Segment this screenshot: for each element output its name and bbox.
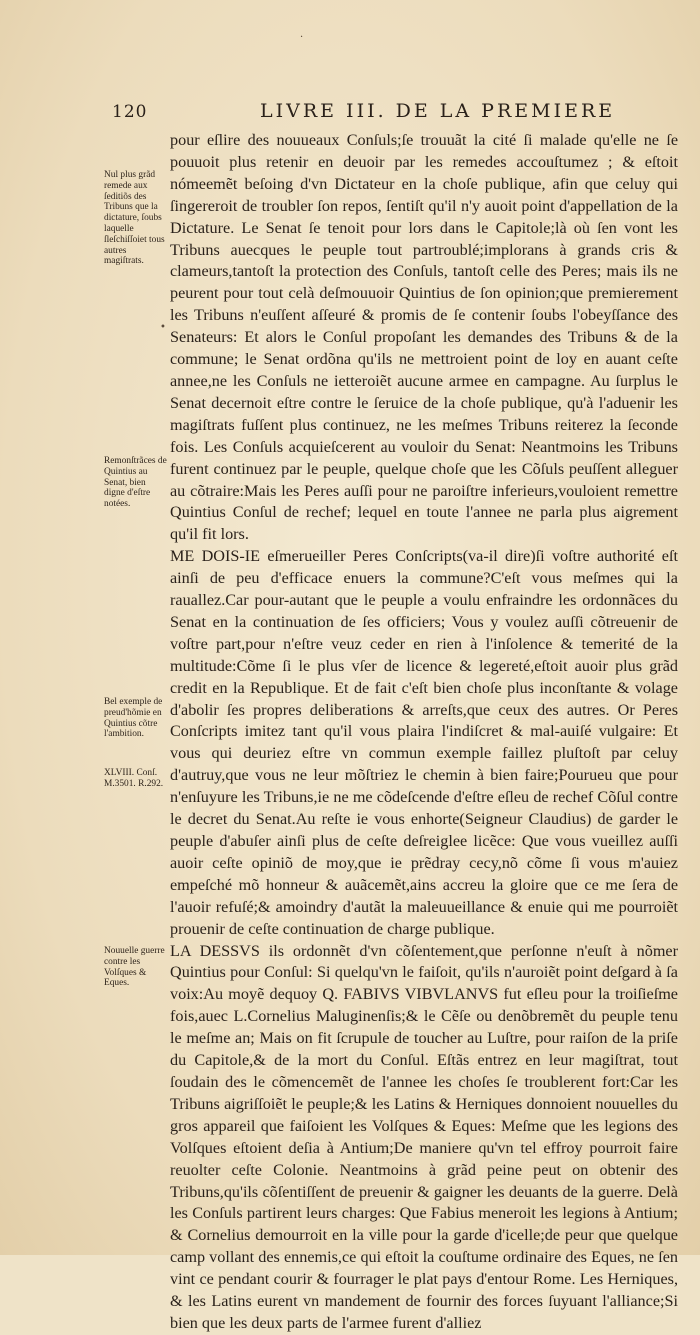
ink-fleck: • (160, 322, 166, 333)
paragraph-senate-decree: pour eſlire des nouueaux Conſuls;ſe trouuãt la cité ſi malade qu'elle ne ſe pouuoit plus retenir en deuoir par les remedes accouſtumez ; & eſtoit nómeemẽt beſoing d'vn Dictateur en la choſe publique, afin que celuy qui ſingereroit de troubler ſon repos, ſentiſt qu'il n'y auoit point d'appellation de la Dictature. Le Senat ſe tenoit pour lors dans le Capitole;là où ſen vont les Tribuns auecques le peuple tout partroublé;implorans à grands cris & clameurs,tantoſt la protection des Conſuls, tantoſt celle des Peres; mais ils ne peurent pour tout celà deſmouuoir Quintius de ſon opinion;que premierement les Tribuns n'euſſent aſſeuré & promis de ſe contenir ſoubs l'obeyſſance des Senateurs: Et alors le Conſul propoſant les demandes des Tribuns & de la commune; le Senat ordõna qu'ils ne mettroient point de loy en auant ceſte annee,ne les Conſuls ne ietteroiẽt aucune armee en campagne. Au ſurplus le Senat decernoit eſtre contre le ſeruice de la choſe publique, qu'à l'aduenir les magiſtrats fuſſent plus continuez, ne les meſmes Tribuns reiterez la ſeconde fois. Les Conſuls acquieſcerent au vouloir du Senat: Neantmoins les Tribuns furent continuez par le peuple, quelque choſe que les Cõſuls peuſſent alleguer au cõtraire:Mais les Peres auſſi pour ne paroiſtre inferieurs,vouloient remettre Quintius Conſul de rechef; lequel en toute l'annee ne parla plus aigrement qu'il fit lors. (170, 131, 678, 544)
sidenote-year-reference: XLVIII. Conſ. M.3501. R.292. (104, 768, 164, 789)
sidenote-bel-exemple: Bel exemple de preud'hõmie en Quintius cõtre l'ambition. (104, 697, 163, 740)
main-text-block (170, 130, 678, 1335)
page-number: 120 (112, 102, 148, 122)
sidenote-dictature: Nul plus grãd remede aux ſeditiõs des Tribuns que la dictature, ſoubs laquelle ſleſchiſſoiet tous autres magiſtrats. (104, 170, 165, 267)
page-header (112, 100, 677, 126)
sidenote-remonstrances: Remonſtrãces de Quintius au Senat, bien digne d'eſtre notées. (104, 456, 167, 510)
paragraph-new-consuls: LA DESSVS ils ordonnẽt d'vn cõſentement,que perſonne n'euſt à nõmer Quintius pour Conſul: Si quelqu'vn le faiſoit, qu'ils n'auroiẽt point deſgard à ſa voix:Au moyẽ dequoy Q. FABIVS VIBVLANVS fut eſleu pour la troiſieſme fois,auec L.Cornelius Maluginenſis;& le Cẽſe ou denõbremẽt du peuple tenu le meſme an; Mais on fit ſcrupule de toucher au Luſtre, pour raiſon de la priſe du Capitole,& de la mort du Conſul. Eſtãs entrez en leur magiſtrat, tout ſoudain des le cõmencemẽt de l'annee les choſes ſe troublerent fort:Car les Tribuns aigriſſoiẽt le peuple;& les Latins & Herniques donnoient nouuelles du gros appareil que faiſoient les Volſques & Eques: Meſme que les legions des Volſques eſtoient deſia à Antium;De maniere qu'vn tel effroy pourroit faire reuolter ceſte Colonie. Neantmoins à grãd peine peut on obtenir des Tribuns,qu'ils cõſentiſſent de preuenir & gaigner les deuants de la guerre. Delà les Conſuls partirent leurs charges: Que Fabius meneroit les legions à Antium; & Cornelius demourroit en la ville pour la garde d'icelle;de peur que quelque camp vollant des ennemis,ce qui eſtoit la couſtume ordinaire des Eques, ne ſen vint ce pendant courir & fourrager le plat pays d'entour Rome. Les Herniques, & les Latins eurent vn mandement de fournir des forces ſuyuant l'alliance;Si bien que les deux parts de l'armee furent d'alliez (170, 941, 678, 1332)
sidenote-nouvelle-guerre: Nouuelle guerre contre les Volſques & Eques. (104, 946, 165, 989)
paragraph-quintius-speech: ME DOIS-IE eſmerueiller Peres Conſcripts(va-il dire)ſi voſtre authorité eſt ainſi de peu d'efficace enuers la commune?C'eſt vous meſmes qui la rauallez.Car pour-autant que le peuple a voulu enfraindre les ordonnãces du Senat en la continuation de ſes officiers; Vous y voulez auſſi cõtreuenir de voſtre part,pour n'eſtre veuz ceder en rien à l'inſolence & temerité de la multitude:Cõme ſi le plus vſer de licence & legereté,eſtoit auoir plus grãd credit en la Republique. Et de fait c'eſt bien choſe plus inconſtante & volage d'abolir ſes propres deliberations & arreſts,que ceux des autres. Or Peres Conſcripts imitez tant qu'il vous plaira l'indiſcret & mal-auiſé vulgaire: Et vous qui deuriez eſtre vn commun exemple faillez pluſtoſt par celuy d'autruy,que vous ne leur mõſtriez le chemin à bien faire;Pourueu que pour n'enſuyure les Tribuns,ie ne me cõdeſcende d'eſtre eſleu de rechef Cõſul contre le decret du Senat.Au reſte ie vous enhorte(Seigneur Claudius) de garder le peuple d'abuſer ainſi plus de ceſte deſreiglee licẽce: Que vous vueillez auſſi auoir ceſte opiniõ de moy,que ie prẽdray cecy,nõ cõme ſi vous m'auiez empeſché mõ honneur & auãcemẽt,ains accreu la gloire que ce me ſera de l'auoir refuſé;& amoindry d'autãt la maleuueillance & enuie qui me pourroiẽt prouenir de ceſte continuation de charge publique. (170, 547, 678, 938)
running-title: LIVRE III. DE LA PREMIERE (260, 100, 616, 122)
ink-fleck: · (300, 32, 304, 43)
